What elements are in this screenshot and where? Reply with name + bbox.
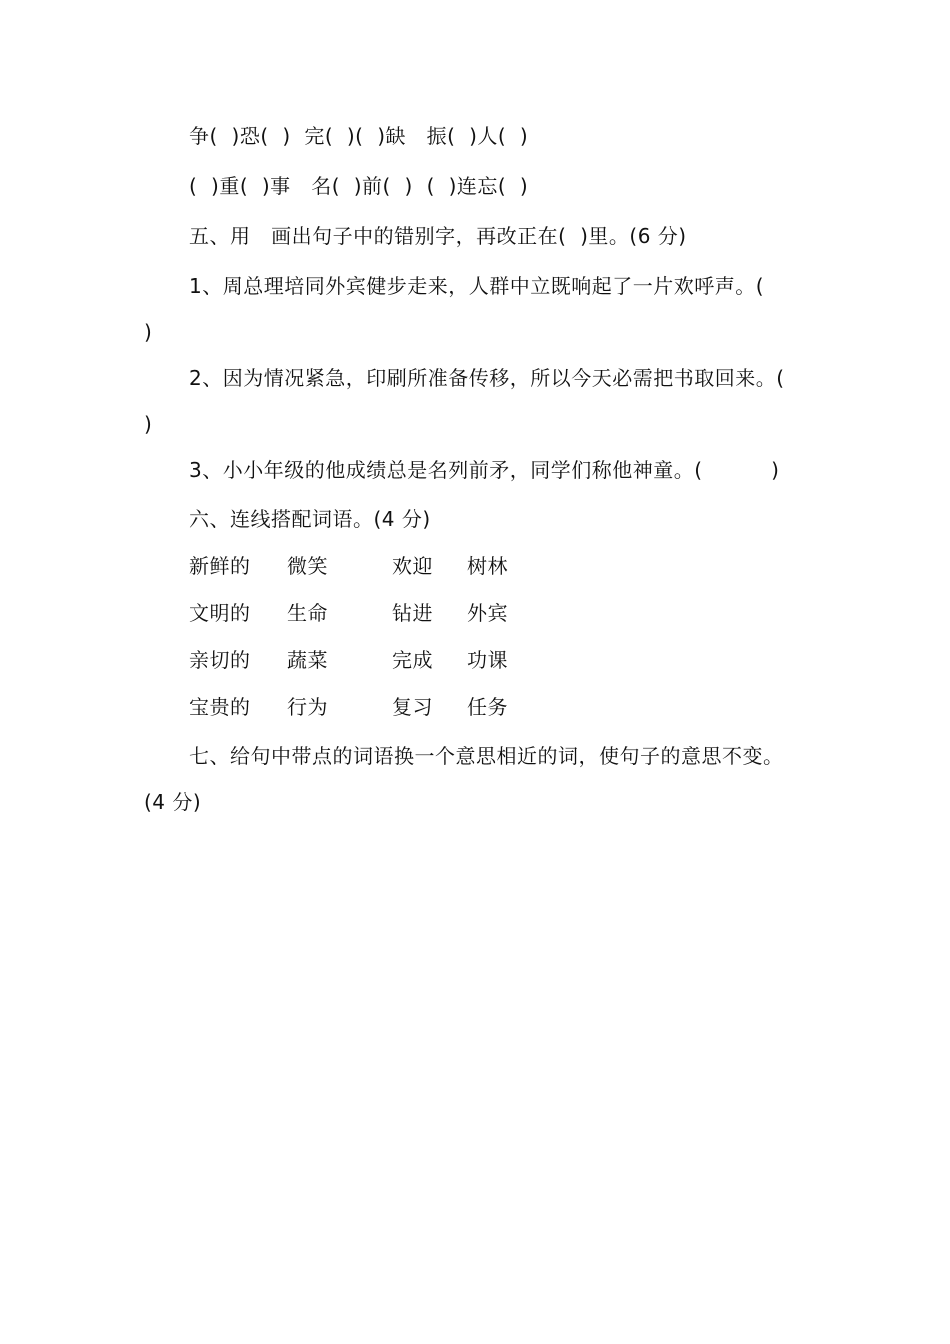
matching-word: 行为	[287, 695, 328, 719]
matching-word: 复习	[392, 695, 433, 719]
matching-row	[189, 599, 589, 646]
section-seven-heading: 七、给句中带点的词语换一个意思相近的词，使句子的意思不变。	[189, 744, 784, 768]
matching-word: 生命	[287, 601, 328, 625]
matching-row	[189, 552, 589, 599]
question-five-1: 1、周总理培同外宾健步走来，人群中立既响起了一片欢呼声。(	[189, 274, 765, 298]
idiom-fill-line-2: ( )重( )事 名( )前( ) ( )连忘( )	[189, 174, 529, 198]
section-six-heading: 六、连线搭配词语。(4 分)	[189, 507, 431, 531]
matching-word: 外宾	[467, 601, 508, 625]
word-matching-grid	[189, 552, 589, 740]
matching-word: 功课	[467, 648, 508, 672]
matching-word: 新鲜的	[189, 554, 251, 578]
matching-word: 亲切的	[189, 648, 251, 672]
matching-word: 文明的	[189, 601, 251, 625]
matching-word: 欢迎	[392, 554, 433, 578]
question-five-1-continuation: )	[144, 320, 153, 344]
matching-row	[189, 693, 589, 740]
question-five-2: 2、因为情况紧急，印刷所准备传移，所以今天必需把书取回来。(	[189, 366, 785, 390]
question-five-3: 3、小小年级的他成绩总是名列前矛，同学们称他神童。( )	[189, 458, 780, 482]
matching-word: 宝贵的	[189, 695, 251, 719]
section-seven-score: (4 分)	[144, 790, 202, 814]
matching-word: 完成	[392, 648, 433, 672]
section-five-heading: 五、用 画出句子中的错别字，再改正在( )里。(6 分)	[189, 224, 687, 248]
matching-word: 任务	[467, 695, 508, 719]
matching-word: 树林	[467, 554, 508, 578]
matching-word: 微笑	[287, 554, 328, 578]
question-five-2-continuation: )	[144, 412, 153, 436]
matching-word: 钻进	[392, 601, 433, 625]
idiom-fill-line-1: 争( )恐( ) 完( )( )缺 振( )人( )	[189, 124, 529, 148]
matching-row	[189, 646, 589, 693]
matching-word: 蔬菜	[287, 648, 328, 672]
